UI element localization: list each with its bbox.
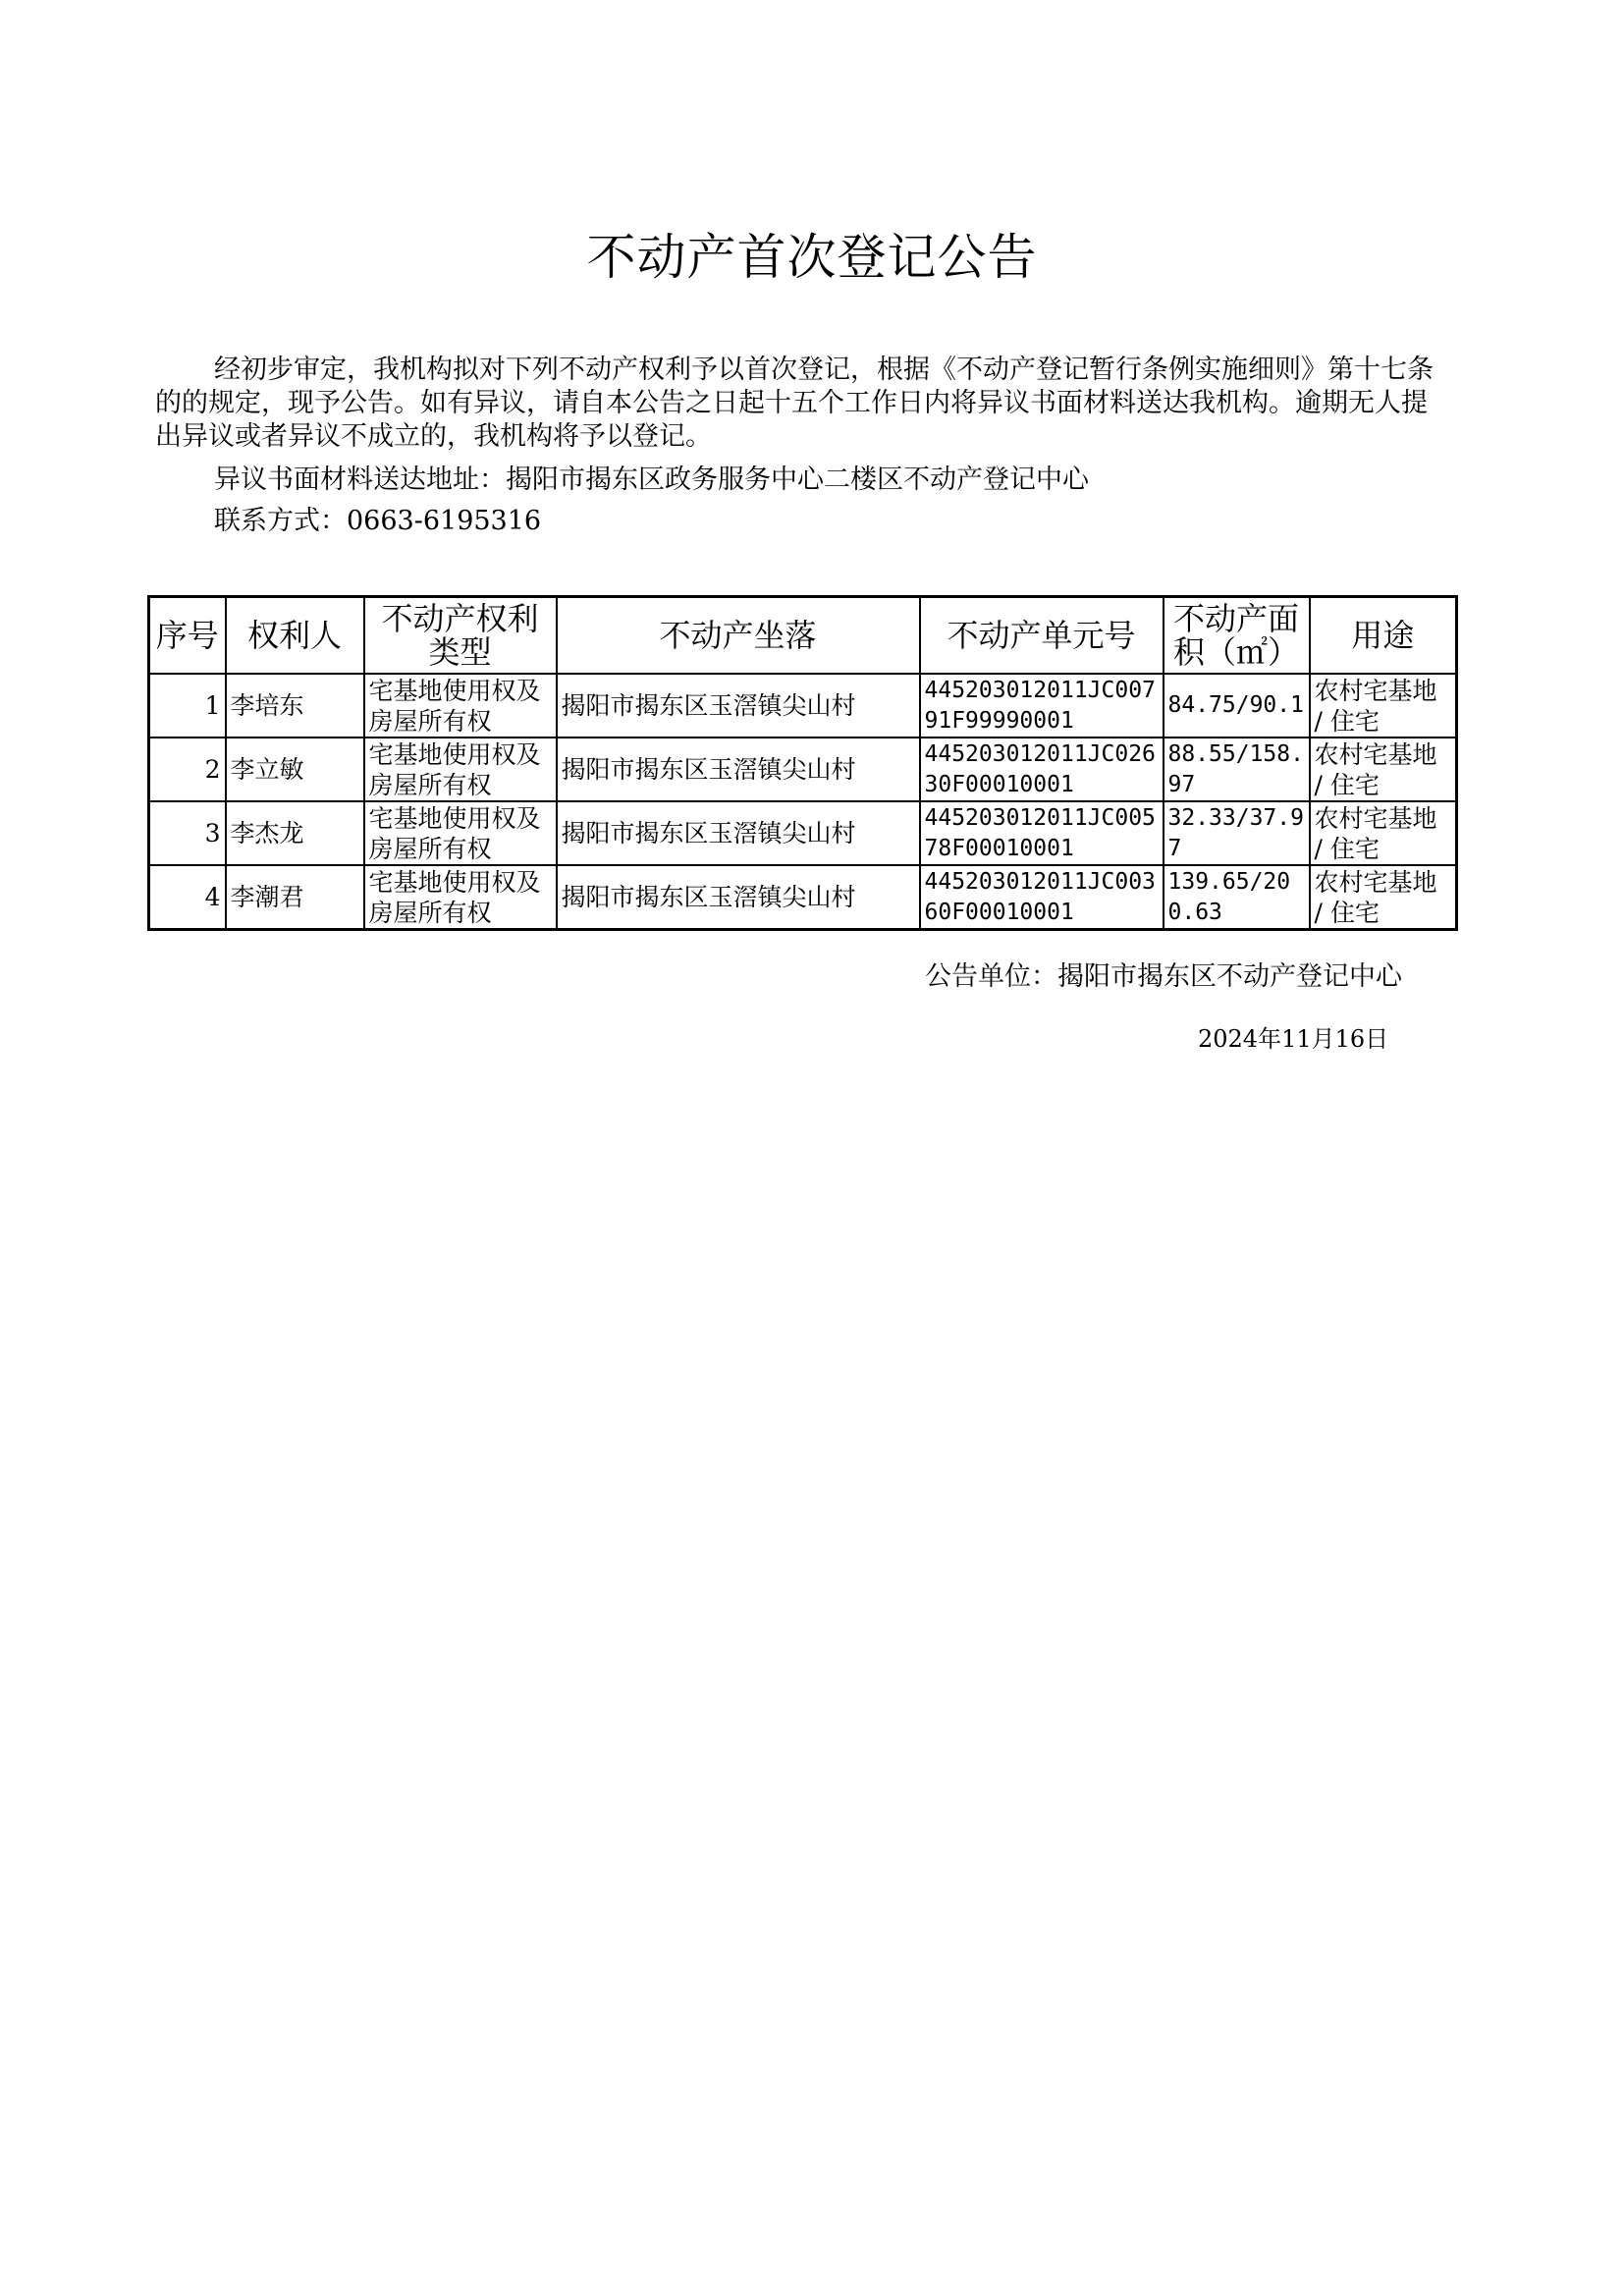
header-location: 不动产坐落 <box>557 597 920 675</box>
cell-no: 3 <box>149 801 226 865</box>
objection-address: 异议书面材料送达地址：揭阳市揭东区政务服务中心二楼区不动产登记中心 <box>214 464 1089 495</box>
cell-use: 农村宅基地 / 住宅 <box>1310 674 1457 738</box>
registration-table <box>147 595 1458 931</box>
table-row <box>149 865 1457 930</box>
cell-unit-no: 445203012011JC00791F99990001 <box>920 674 1164 738</box>
table-row <box>149 674 1457 738</box>
header-holder: 权利人 <box>226 597 364 675</box>
header-right-type: 不动产权利类型 <box>364 597 557 675</box>
header-no: 序号 <box>149 597 226 675</box>
table-row <box>149 738 1457 801</box>
cell-holder: 李潮君 <box>226 865 364 930</box>
contact-info: 联系方式：0663-6195316 <box>214 506 542 536</box>
header-area: 不动产面积（㎡） <box>1164 597 1310 675</box>
table-row <box>149 801 1457 865</box>
header-use: 用途 <box>1310 597 1457 675</box>
cell-unit-no: 445203012011JC00578F00010001 <box>920 801 1164 865</box>
cell-no: 2 <box>149 738 226 801</box>
announcement-date: 2024年11月16日 <box>1198 1025 1389 1053</box>
cell-holder: 李培东 <box>226 674 364 738</box>
announcement-paragraph: 经初步审定，我机构拟对下列不动产权利予以首次登记，根据《不动产登记暂行条例实施细则》第十七条的的规定，现予公告。如有异议，请自本公告之日起十五个工作日内将异议书面材料送达我机构。逾期无人提出异议或者异议不成立的，我机构将予以登记。 <box>155 355 1434 452</box>
cell-right-type: 宅基地使用权及房屋所有权 <box>364 738 557 801</box>
cell-unit-no: 445203012011JC00360F00010001 <box>920 865 1164 930</box>
cell-unit-no: 445203012011JC02630F00010001 <box>920 738 1164 801</box>
cell-no: 4 <box>149 865 226 930</box>
cell-use: 农村宅基地 / 住宅 <box>1310 801 1457 865</box>
cell-location: 揭阳市揭东区玉滘镇尖山村 <box>557 801 920 865</box>
cell-holder: 李杰龙 <box>226 801 364 865</box>
cell-location: 揭阳市揭东区玉滘镇尖山村 <box>557 738 920 801</box>
page-title: 不动产首次登记公告 <box>586 229 1038 286</box>
cell-area: 32.33/37.97 <box>1164 801 1310 865</box>
cell-right-type: 宅基地使用权及房屋所有权 <box>364 801 557 865</box>
issuing-unit: 公告单位：揭阳市揭东区不动产登记中心 <box>925 961 1402 992</box>
header-unit-no: 不动产单元号 <box>920 597 1164 675</box>
cell-location: 揭阳市揭东区玉滘镇尖山村 <box>557 865 920 930</box>
cell-location: 揭阳市揭东区玉滘镇尖山村 <box>557 674 920 738</box>
cell-right-type: 宅基地使用权及房屋所有权 <box>364 674 557 738</box>
cell-holder: 李立敏 <box>226 738 364 801</box>
cell-area: 84.75/90.1 <box>1164 674 1310 738</box>
cell-use: 农村宅基地 / 住宅 <box>1310 738 1457 801</box>
cell-use: 农村宅基地 / 住宅 <box>1310 865 1457 930</box>
cell-area: 88.55/158.97 <box>1164 738 1310 801</box>
cell-right-type: 宅基地使用权及房屋所有权 <box>364 865 557 930</box>
cell-area: 139.65/200.63 <box>1164 865 1310 930</box>
table-header-row <box>149 597 1457 675</box>
cell-no: 1 <box>149 674 226 738</box>
